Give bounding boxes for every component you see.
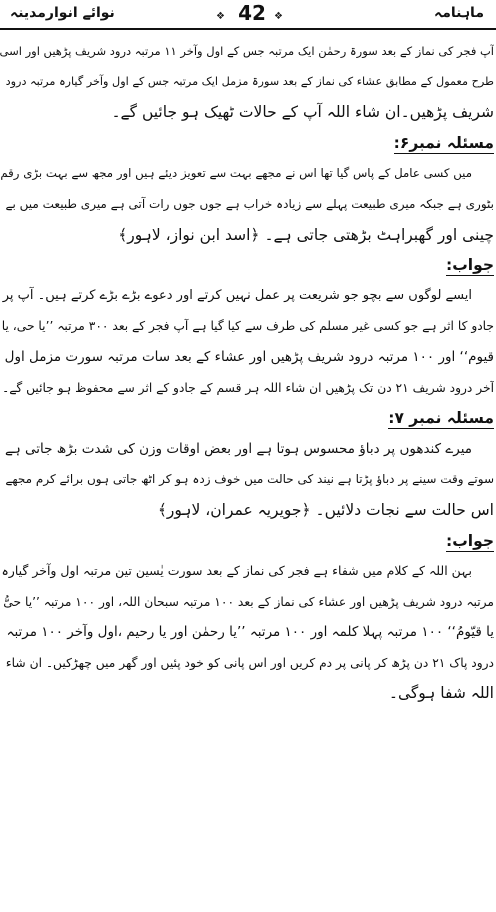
section-heading-text: مسئلہ نمبر۶:	[393, 133, 494, 152]
section-heading-text: جواب:	[446, 531, 494, 550]
page-number: 42	[238, 1, 266, 25]
article-body	[0, 36, 496, 906]
text-line: میں کسی عامل کے پاس گیا تھا اس نے مجھے بہت سے تعویز دیئے ہیں اور مجھ سے بہت بڑی رقم	[0, 166, 472, 181]
text-line: اس حالت سے نجات دلائیں۔ ﴿جویریہ عمران، لاہور﴾	[157, 500, 494, 519]
journal-name: نوائے انوارمدینہ	[10, 5, 115, 21]
text-line: ایسے لوگوں سے بچو جو شریعت پر عمل نہیں کرتے اور دعوے بڑے بڑے کرتے ہیں۔ آپ پر	[2, 287, 472, 303]
section-heading-text: مسئلہ نمبر ۷:	[388, 409, 494, 428]
section-heading	[0, 128, 494, 159]
section-heading	[0, 250, 494, 281]
text-line: سوتے وقت سینے پر دباؤ پڑتا ہے نیند کی حالت میں خوف زدہ ہو کر اٹھ جاتی ہوں برائے کرم مجھے	[5, 472, 494, 487]
text-line: جادو کا اثر ہے جو کسی غیر مسلم کی طرف سے کیا گیا ہے آپ فجر کے بعد ۳۰۰ مرتبہ ’’یا حی، یا	[1, 319, 494, 334]
text-line: درود پاک ۲۱ دن پڑھ کر پانی پر دم کریں اور اس پانی کو خود پئیں اور گھر میں چھڑکیں۔ ان شاء	[5, 655, 494, 670]
text-line: آخر درود شریف ۲۱ دن تک پڑھیں ان شاء اللہ ہر قسم کے جادو کے اثر سے محفوظ ہو جائیں گے۔	[2, 380, 494, 395]
text-line: اللہ شفا ہوگی۔	[388, 684, 494, 703]
header-divider	[0, 28, 496, 30]
text-line: آپ فجر کی نماز کے بعد سورۃ رحمٰن ایک مرتبہ جس کے اول وآخر ۱۱ مرتبہ درود شریف پڑھیں اور اسی	[0, 44, 494, 58]
text-line: یا قیّومُ‘‘ ۱۰۰ مرتبہ پہلا کلمہ اور ۱۰۰ مرتبہ ’’یا رحمٰن اور یا رحیم ،اول وآخر ۱۰۰ مرتبہ	[6, 624, 494, 641]
text-line: بٹوری ہے جبکہ میری طبیعت پہلے سے زیادہ خراب ہے جوں جوں رات آتی ہے میری طبیعت میں بے	[5, 196, 494, 211]
text-line: چینی اور گھبراہٹ بڑھتی جاتی ہے۔ ﴿اسد ابن نواز، لاہور﴾	[118, 225, 494, 244]
text-line: قیوم‘‘ اور ۱۰۰ مرتبہ درود شریف پڑھیں اور عشاء کے بعد سات مرتبہ سورت مزمل اول	[4, 348, 494, 365]
text-line: میرے کندھوں پر دباؤ محسوس ہوتا ہے اور بعض اوقات وزن کی شدت بڑھ جاتی ہے	[4, 440, 472, 457]
text-line: طرح معمول کے مطابق عشاء کی نماز کے بعد سورۃ مزمل ایک مرتبہ جس کے اول وآخر گیارہ مرتبہ درود	[5, 74, 494, 88]
text-line: شریف پڑھیں۔ان شاء اللہ آپ کے حالات ٹھیک ہو جائیں گے۔	[111, 103, 494, 122]
section-heading-text: جواب:	[446, 256, 494, 275]
page-header	[0, 0, 496, 30]
ornament-left-icon: ❖	[216, 11, 225, 22]
text-line: مرتبہ درود شریف پڑھیں اور عشاء کی نماز کے بعد ۱۰۰ مرتبہ سبحان اللہ، اور ۱۰۰ مرتبہ ’’یا حیُّ	[3, 594, 494, 609]
text-line: بہن اللہ کے کلام میں شفاء ہے فجر کی نماز کے بعد سورت یٰسین تین مرتبہ اول وآخر گیارہ	[1, 563, 472, 579]
section-heading	[0, 526, 494, 557]
ornament-right-icon: ❖	[274, 11, 283, 22]
magazine-title: ماہنامہ	[434, 5, 484, 21]
section-heading	[0, 403, 494, 434]
